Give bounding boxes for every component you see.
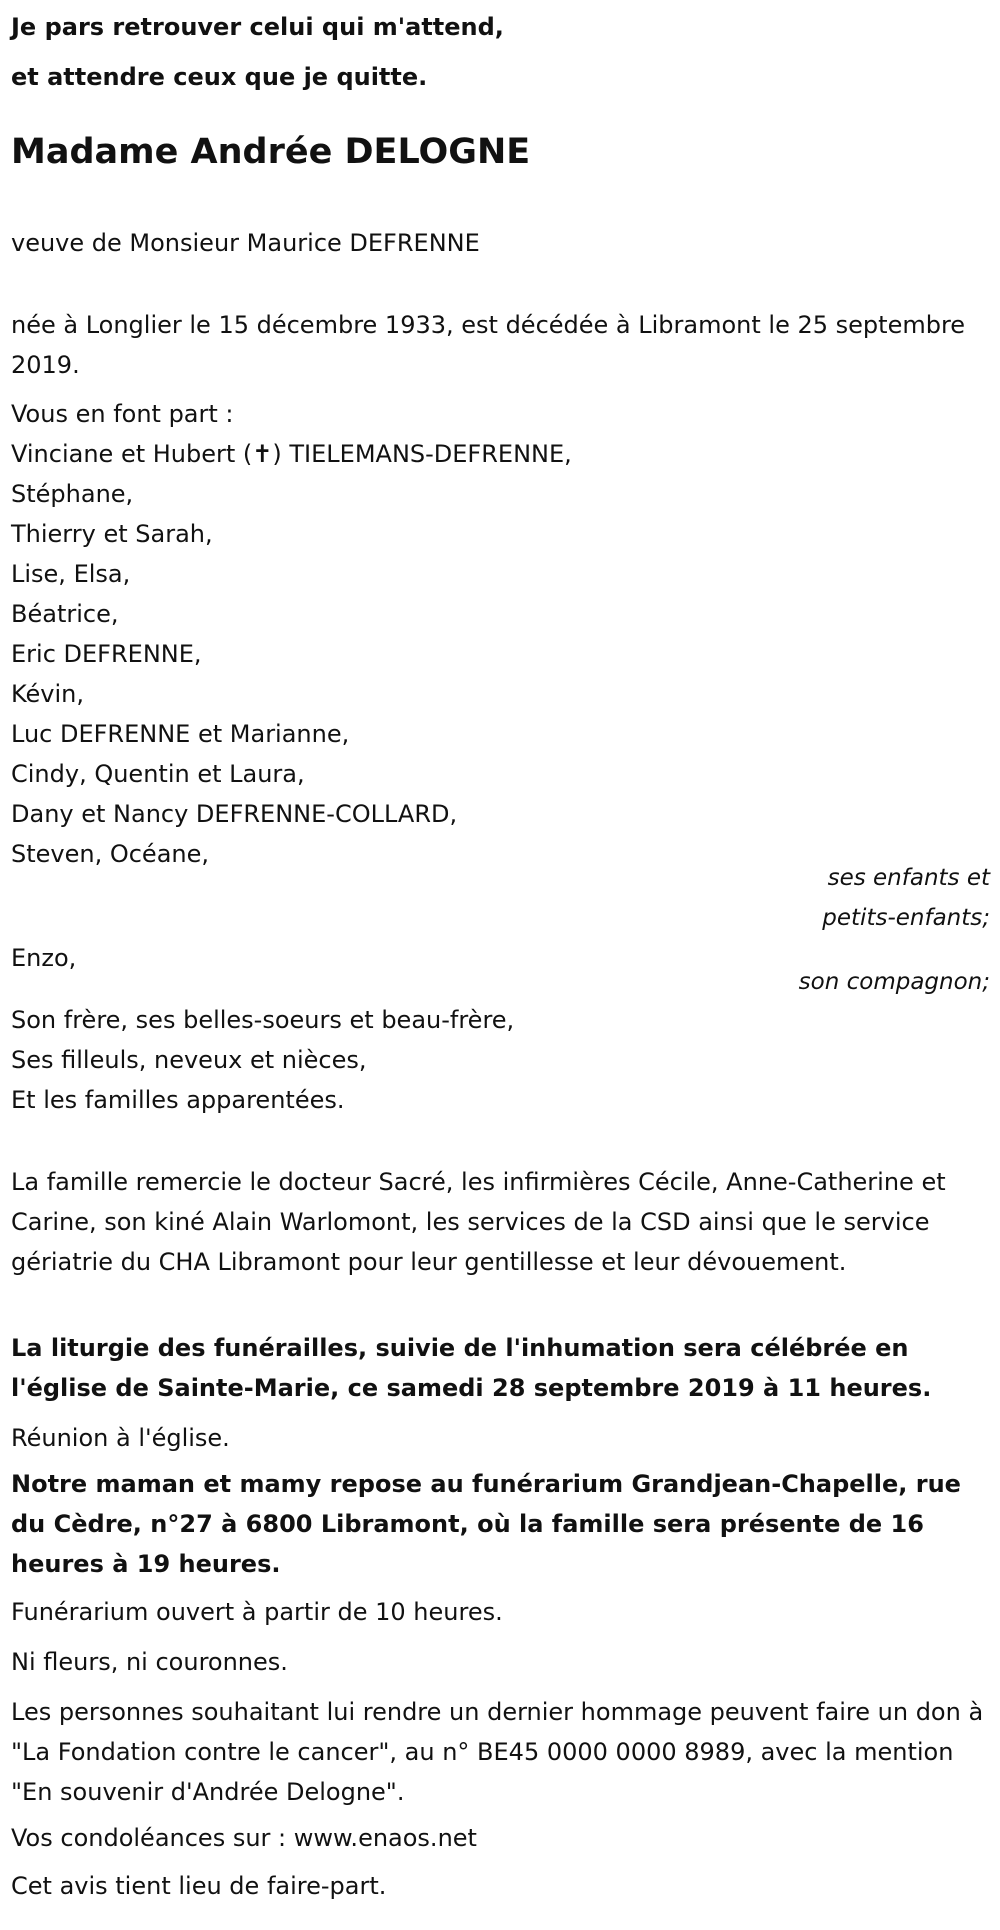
relatives-line: Son frère, ses belles-soeurs et beau-frère, <box>11 1006 515 1034</box>
companion: Enzo, <box>11 944 77 972</box>
announcement-intro: Vous en font part : <box>11 400 234 428</box>
funerarium-hours: Funérarium ouvert à partir de 10 heures. <box>11 1598 503 1626</box>
family-member: Vinciane et Hubert (✝) TIELEMANS-DEFRENNE, <box>11 440 572 468</box>
no-flowers: Ni fleurs, ni couronnes. <box>11 1648 288 1676</box>
family-member: Béatrice, <box>11 600 119 628</box>
family-member: Lise, Elsa, <box>11 560 131 588</box>
relatives-list <box>11 1000 990 1120</box>
epigraph-line: Je pars retrouver celui qui m'attend, <box>11 13 504 41</box>
relatives-line: Et les familles apparentées. <box>11 1086 345 1114</box>
notice-line: Cet avis tient lieu de faire-part. <box>11 1872 387 1900</box>
children-label <box>822 858 990 938</box>
family-member: Dany et Nancy DEFRENNE-COLLARD, <box>11 800 458 828</box>
donation-paragraph: Les personnes souhaitant lui rendre un dernier hommage peuvent faire un don à "La Fondation contre le cancer", au n° BE45 0000 0000 8989, avec la mention "En souvenir d'Andrée Delogne". <box>11 1698 984 1806</box>
condolences-line: Vos condoléances sur : www.enaos.net <box>11 1824 477 1852</box>
meeting-note: Réunion à l'église. <box>11 1424 230 1452</box>
family-list <box>11 434 990 874</box>
companion-label: son compagnon; <box>798 969 990 995</box>
rest-location: Notre maman et mamy repose au funérarium Grandjean-Chapelle, rue du Cèdre, n°27 à 6800 Libramont, où la famille sera présente de 16 heures à 19 heures. <box>11 1470 961 1578</box>
family-member: Cindy, Quentin et Laura, <box>11 760 305 788</box>
family-member: Steven, Océane, <box>11 840 210 868</box>
epigraph-line: et attendre ceux que je quitte. <box>11 63 428 91</box>
widow-of: veuve de Monsieur Maurice DEFRENNE <box>11 229 480 257</box>
children-label-line: petits-enfants; <box>822 905 990 931</box>
family-member: Thierry et Sarah, <box>11 520 213 548</box>
deceased-name: Madame Andrée DELOGNE <box>11 132 531 172</box>
funeral-details: La liturgie des funérailles, suivie de l'inhumation sera célébrée en l'église de Sainte-Marie, ce samedi 28 septembre 2019 à 11 heures. <box>11 1334 932 1402</box>
family-member: Eric DEFRENNE, <box>11 640 202 668</box>
relatives-line: Ses filleuls, neveux et nièces, <box>11 1046 367 1074</box>
birth-death: née à Longlier le 15 décembre 1933, est décédée à Libramont le 25 septembre 2019. <box>11 311 966 379</box>
family-member: Stéphane, <box>11 480 134 508</box>
children-label-line: ses enfants et <box>827 865 990 891</box>
epigraph <box>11 2 990 102</box>
family-member: Kévin, <box>11 680 85 708</box>
family-member: Luc DEFRENNE et Marianne, <box>11 720 350 748</box>
thanks-paragraph: La famille remercie le docteur Sacré, les infirmières Cécile, Anne-Catherine et Carine, son kiné Alain Warlomont, les services de la CSD ainsi que le service gériatrie du CHA Libramont pour leur gentillesse et leur dévouement. <box>11 1168 946 1276</box>
